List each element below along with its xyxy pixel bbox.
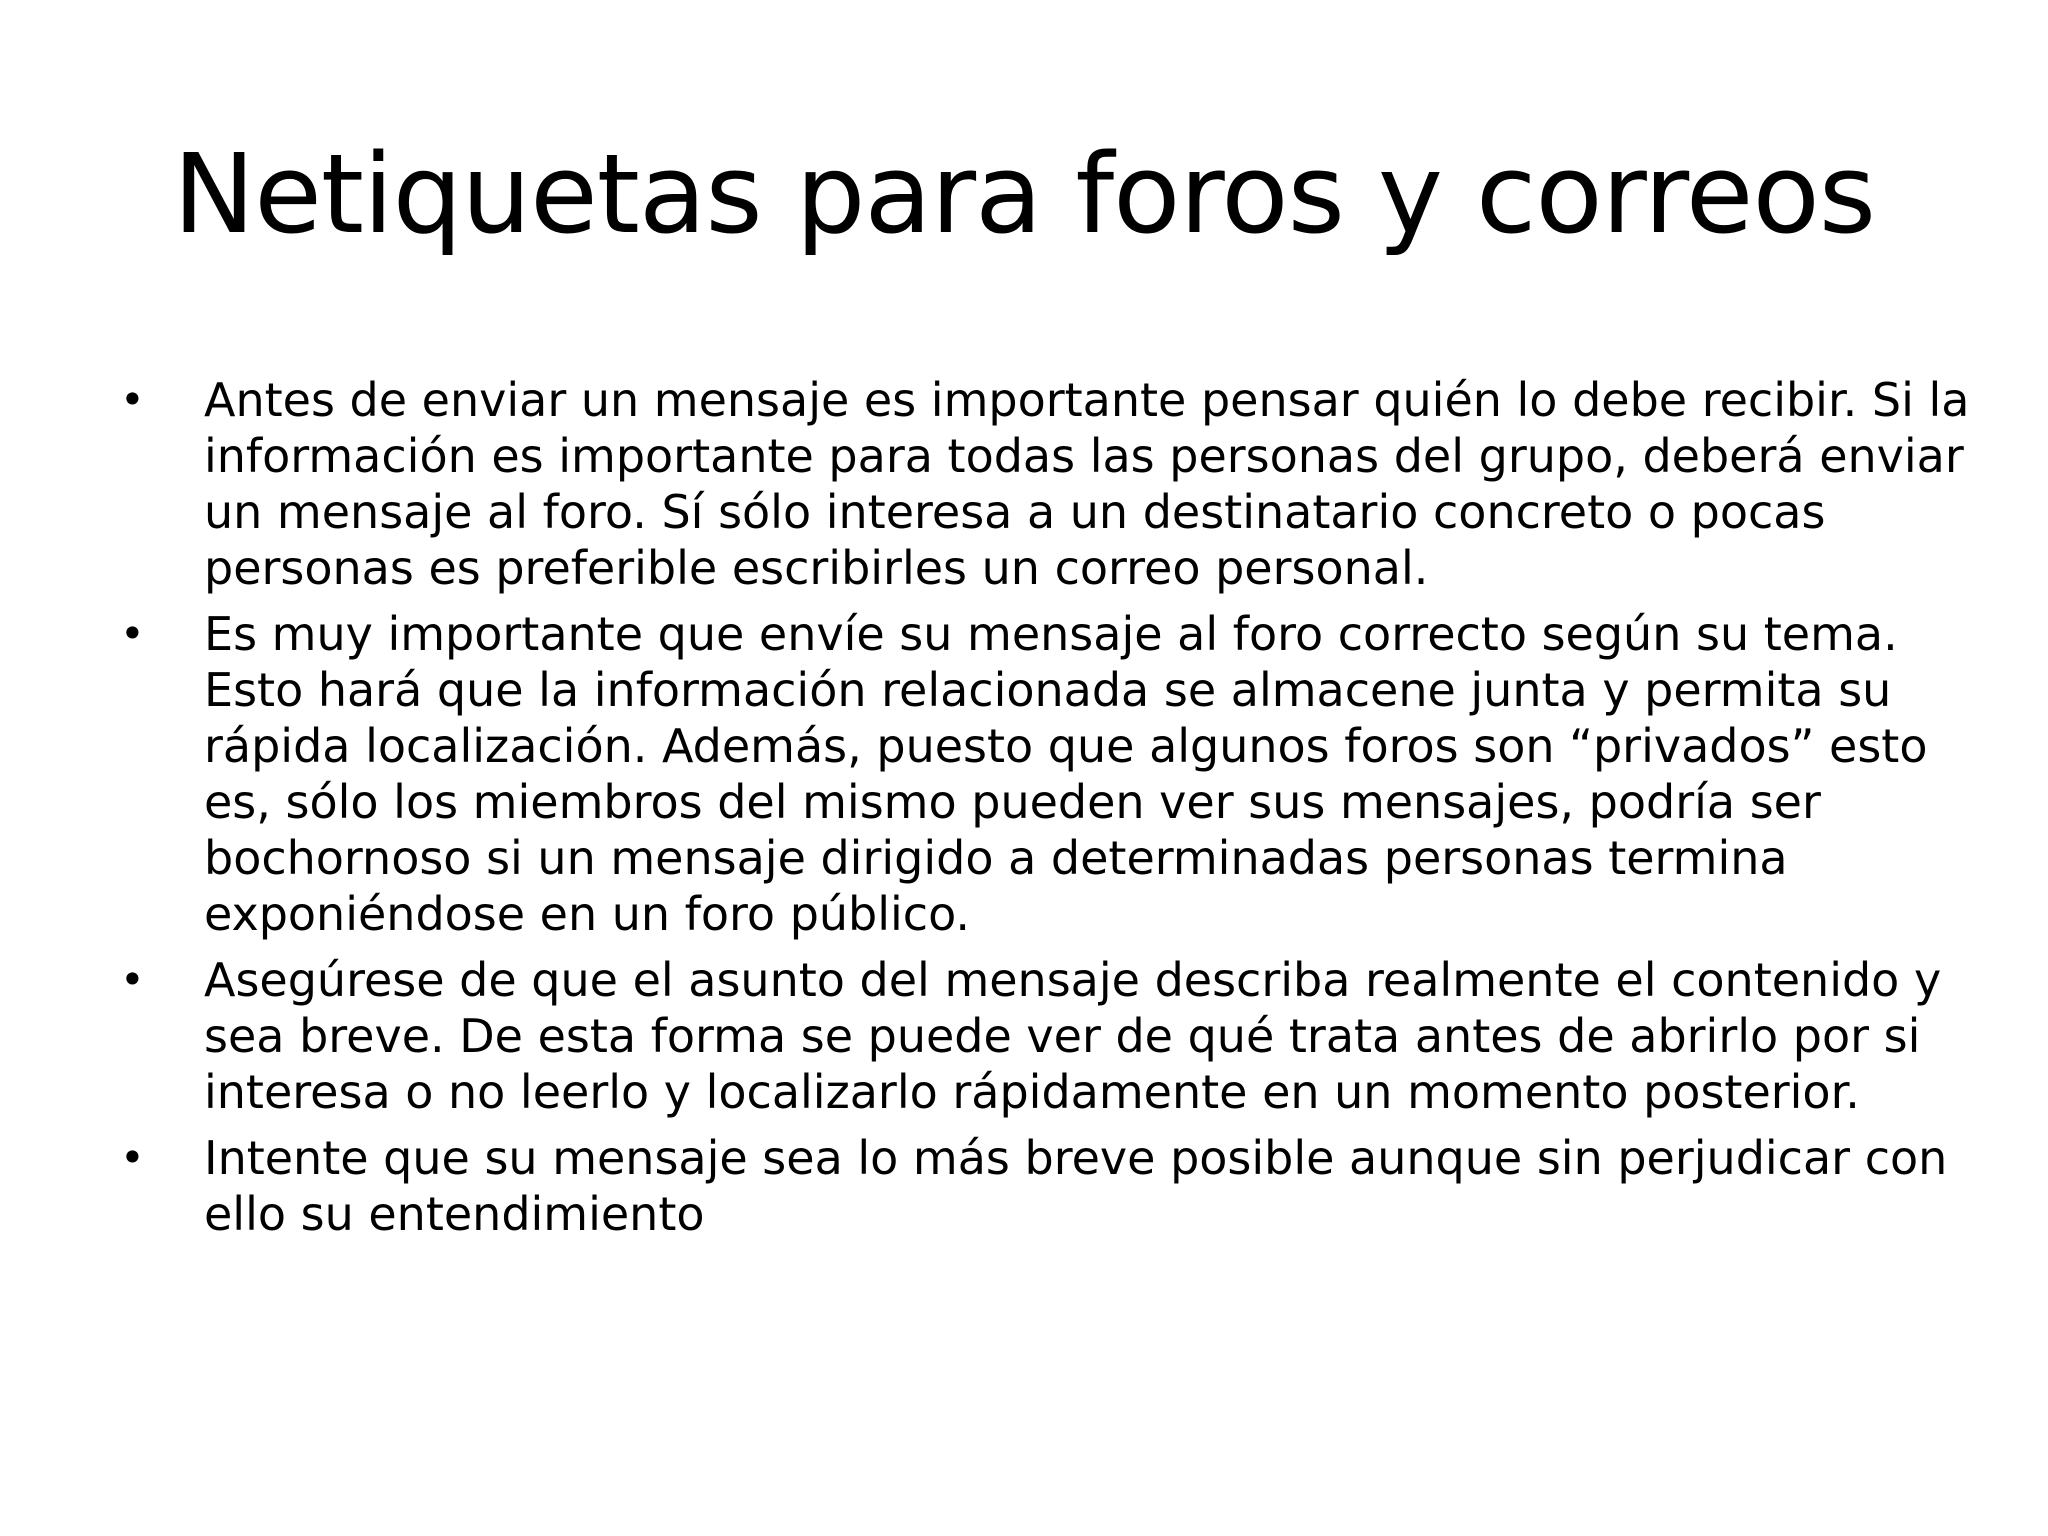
bullet-item xyxy=(114,606,1984,942)
bullet-icon: • xyxy=(120,1133,145,1182)
bullet-item xyxy=(114,372,1984,596)
bullet-icon: • xyxy=(120,955,145,1004)
bullet-text: Es muy importante que envíe su mensaje al foro correcto según su tema. Esto hará que la información relacionada se almacene junta y permita su rápida localización. Además, puesto que algunos foros son “privados” esto es, sólo los miembros del mismo pueden ver sus mensajes, podría ser bochornoso si un mensaje dirigido a determinadas personas termina exponiéndose en un foro público. xyxy=(204,607,1928,941)
bullet-item xyxy=(114,1130,1984,1242)
bullet-text: Intente que su mensaje sea lo más breve posible aunque sin perjudicar con ello su entendimiento xyxy=(204,1131,1948,1241)
bullet-icon: • xyxy=(120,375,145,424)
bullet-item xyxy=(114,952,1984,1120)
bullet-icon: • xyxy=(120,609,145,658)
bullet-list xyxy=(114,372,1984,1252)
slide-title: Netiquetas para foros y correos xyxy=(172,130,1876,258)
bullet-text: Asegúrese de que el asunto del mensaje describa realmente el contenido y sea breve. De esta forma se puede ver de qué trata antes de abrirlo por si interesa o no leerlo y localizarlo rápidamente en un momento posterior. xyxy=(204,953,1942,1119)
bullet-text: Antes de enviar un mensaje es importante pensar quién lo debe recibir. Si la información es importante para todas las personas del grupo, deberá enviar un mensaje al foro. Sí sólo interesa a un destinatario concreto o pocas personas es preferible escribirles un correo personal. xyxy=(204,373,1970,595)
